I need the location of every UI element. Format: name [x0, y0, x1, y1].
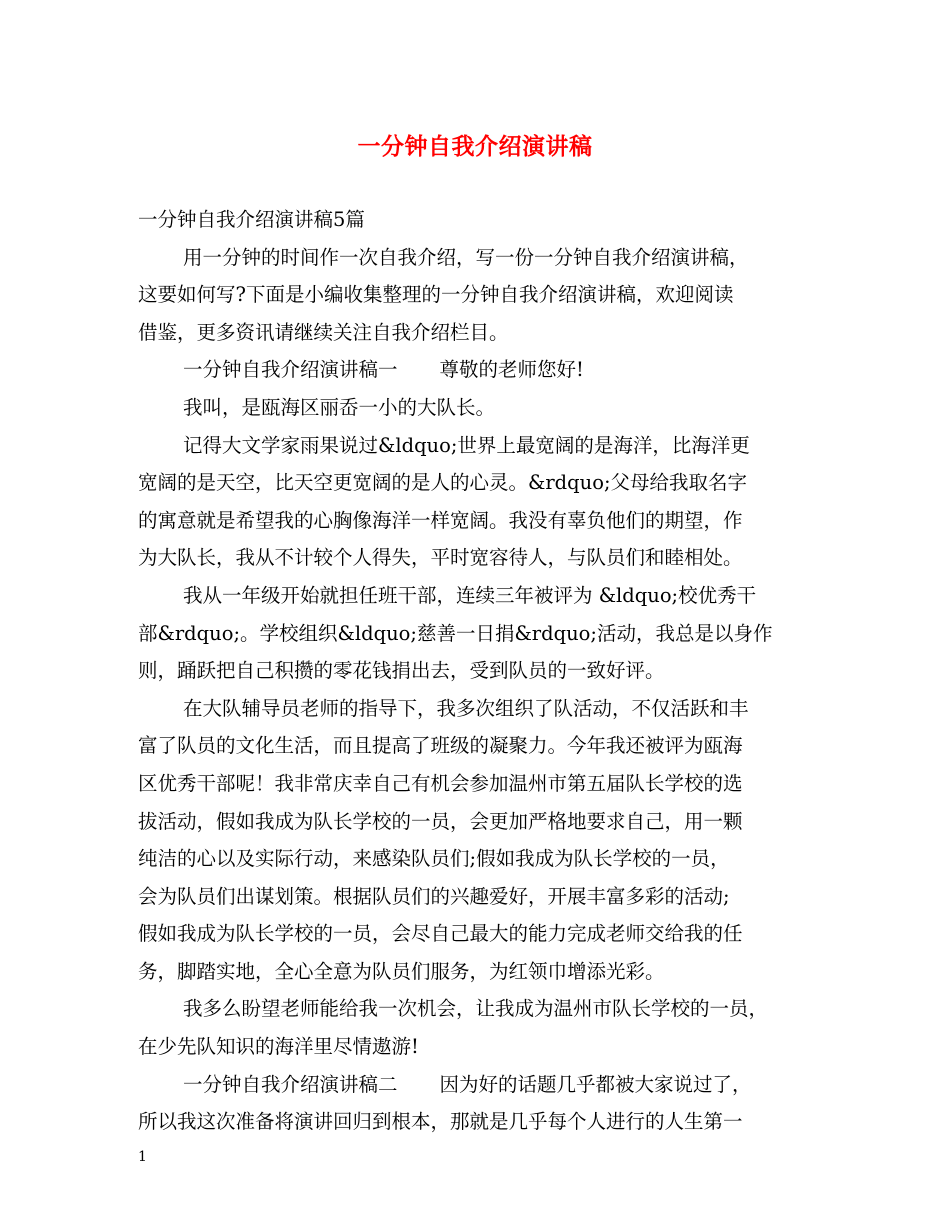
document-title: 一分钟自我介绍演讲稿 [357, 133, 593, 160]
text-line-content: 我从一年级开始就担任班干部，连续三年被评为 &ldquo;校优秀干 [183, 583, 757, 607]
text-line [138, 990, 818, 1028]
text-line-content: 部&rdquo;。学校组织&ldquo;慈善一日捐&rdquo;活动，我总是以身作 [138, 621, 773, 645]
text-line [138, 502, 818, 540]
text-line-content: 假如我成为队长学校的一员，会尽自己最大的能力完成老师交给我的任 [138, 922, 743, 946]
text-line-content: 我叫，是瓯海区丽岙一小的大队长。 [183, 395, 496, 419]
text-line [138, 314, 818, 352]
text-line [138, 765, 818, 803]
text-line-content: 区优秀干部呢！我非常庆幸自己有机会参加温州市第五届队长学校的选 [138, 771, 743, 795]
text-line [138, 840, 818, 878]
text-line [138, 803, 818, 841]
text-line [138, 953, 818, 991]
text-line-content: 用一分钟的时间作一次自我介绍，写一份一分钟自我介绍演讲稿， [183, 245, 749, 269]
document-body [138, 201, 818, 1141]
text-line [138, 427, 818, 465]
text-line [138, 389, 818, 427]
text-line-content: 纯洁的心以及实际行动，来感染队员们;假如我成为队长学校的一员， [138, 847, 730, 871]
text-line-content: 一分钟自我介绍演讲稿一 [183, 358, 398, 382]
text-line-content: 所以我这次准备将演讲回归到根本，那就是几乎每个人进行的人生第一 [138, 1110, 743, 1134]
text-line [138, 539, 818, 577]
text-line [138, 239, 818, 277]
text-line-content: 一分钟自我介绍演讲稿5篇 [138, 208, 365, 231]
text-line-content: 记得大文学家雨果说过&ldquo;世界上最宽阔的是海洋，比海洋更 [183, 433, 750, 457]
text-line-content: 在大队辅导员老师的指导下，我多次组织了队活动，不仅活跃和丰 [183, 696, 749, 720]
text-line-continuation: 因为好的话题几乎都被大家说过了， [439, 1072, 752, 1096]
text-line [138, 727, 818, 765]
text-line [138, 652, 818, 690]
text-line-content: 的寓意就是希望我的心胸像海洋一样宽阔。我没有辜负他们的期望，作 [138, 508, 743, 532]
text-line [138, 201, 818, 239]
text-line-content: 则，踊跃把自己积攒的零花钱捐出去，受到队员的一致好评。 [138, 659, 665, 683]
text-line [138, 1066, 818, 1104]
text-line-content: 为大队长，我从不计较个人得失，平时宽容待人，与队员们和睦相处。 [138, 546, 743, 570]
text-line-content: 拔活动，假如我成为队长学校的一员，会更加严格地要求自己，用一颗 [138, 809, 743, 833]
text-line-content: 宽阔的是天空，比天空更宽阔的是人的心灵。&rdquo;父母给我取名字 [138, 471, 748, 495]
text-line-content: 富了队员的文化生活，而且提高了班级的凝聚力。今年我还被评为瓯海 [138, 734, 743, 758]
text-line-content: 一分钟自我介绍演讲稿二 [183, 1072, 398, 1096]
text-line-content: 借鉴，更多资讯请继续关注自我介绍栏目。 [138, 320, 509, 344]
text-line [138, 1028, 818, 1066]
text-line-content: 这要如何写?下面是小编收集整理的一分钟自我介绍演讲稿，欢迎阅读 [138, 283, 734, 307]
text-line [138, 351, 818, 389]
text-line [138, 1103, 818, 1141]
page-number: 1 [138, 1149, 147, 1165]
text-line-content: 务，脚踏实地，全心全意为队员们服务，为红领巾增添光彩。 [138, 959, 665, 983]
text-line-continuation: 尊敬的老师您好! [439, 358, 584, 382]
text-line [138, 577, 818, 615]
text-line [138, 615, 818, 653]
text-line-content: 我多么盼望老师能给我一次机会，让我成为温州市队长学校的一员， [183, 997, 769, 1021]
text-line [138, 878, 818, 916]
text-line [138, 464, 818, 502]
text-line [138, 915, 818, 953]
text-line-content: 在少先队知识的海洋里尽情遨游! [138, 1035, 419, 1059]
text-line [138, 276, 818, 314]
text-line [138, 690, 818, 728]
text-line-content: 会为队员们出谋划策。根据队员们的兴趣爱好，开展丰富多彩的活动; [138, 884, 730, 908]
